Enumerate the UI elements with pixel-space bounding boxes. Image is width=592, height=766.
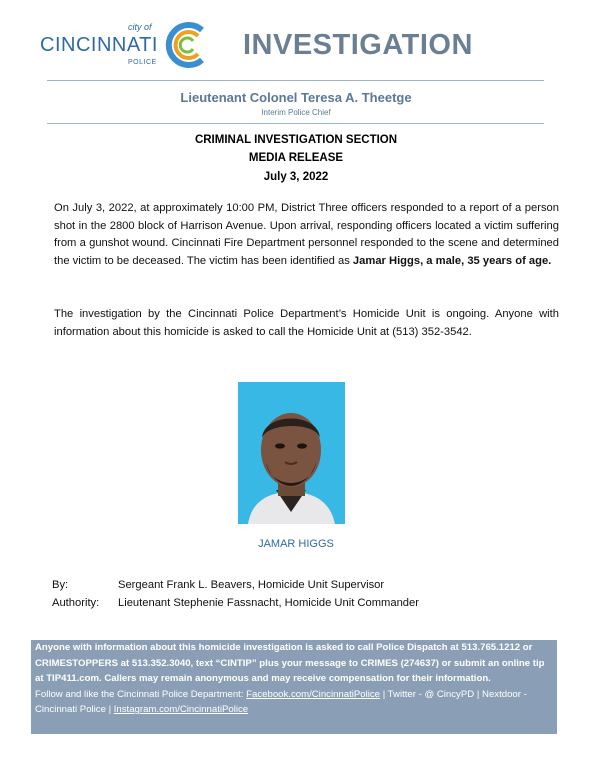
authority-label: Authority: <box>52 597 100 609</box>
victim-photo <box>238 382 345 524</box>
authority-value: Lieutenant Stephenie Fassnacht, Homicide Unit Commander <box>118 597 419 609</box>
logo-c-swirl-icon <box>162 20 208 70</box>
footer-separator-twitter: | Twitter - @ CincyPD | <box>380 688 483 700</box>
logo-city-of: city of <box>128 22 152 32</box>
release-type: MEDIA RELEASE <box>248 152 344 164</box>
logo-city-name: CINCINNATI <box>40 34 158 56</box>
victim-portrait-image <box>238 382 345 524</box>
chief-name: Lieutenant Colonel Teresa A. Theetge <box>180 90 412 105</box>
section-title: CRIMINAL INVESTIGATION SECTION <box>194 134 398 146</box>
body-paragraph-1-text: On July 3, 2022, at approximately 10:00 PM, District Three officers responded to a report of a person shot in the 2800 block of Harrison Avenue. Upon arrival, responding officers located a victim suffering from a gunshot wound. Cincinnati Fire Department personnel responded to the scene and determined the victim to be deceased. The victim has been identified as <box>54 202 559 267</box>
footer-follow-text: Follow and like the Cincinnati Police Department: <box>35 688 247 700</box>
release-date: July 3, 2022 <box>263 171 329 183</box>
by-label: By: <box>52 579 69 591</box>
footer-nextdoor: Nextdoor - Cincinnati Police | <box>35 688 527 715</box>
page-title: INVESTIGATION <box>243 29 473 61</box>
body-paragraph-2: The investigation by the Cincinnati Police Department’s Homicide Unit is ongoing. Anyone with information about this homicide is asked to call the Homicide Unit at (513) 352-3542. <box>54 308 559 338</box>
header-divider-top <box>47 80 544 81</box>
cincinnati-police-logo <box>40 20 210 72</box>
facebook-link[interactable]: Facebook.com/CincinnatiPolice <box>246 688 381 700</box>
footer-social-links <box>35 687 553 718</box>
header-divider-bottom <box>47 123 544 124</box>
logo-police: POLICE <box>128 59 157 66</box>
body-paragraph-1 <box>54 200 559 270</box>
victim-identification: Jamar Higgs, a male, 35 years of age. <box>352 254 552 267</box>
footer-notice-box <box>31 640 557 734</box>
by-value: Sergeant Frank L. Beavers, Homicide Unit Supervisor <box>118 579 385 591</box>
instagram-link[interactable]: Instagram.com/CincinnatiPolice <box>113 704 249 715</box>
photo-caption: JAMAR HIGGS <box>258 538 334 550</box>
chief-title: Interim Police Chief <box>261 108 331 117</box>
footer-tip-notice: Anyone with information about this homicide investigation is asked to call Police Dispatch at 513.765.1212 or CRIMESTOPPERS at 513.352.3040, text “CINTIP” plus your message to CRIMES (274637) or submit an online tip at TIP411.com. Callers may remain anonymous and may receive compensation for their information. <box>35 642 545 684</box>
